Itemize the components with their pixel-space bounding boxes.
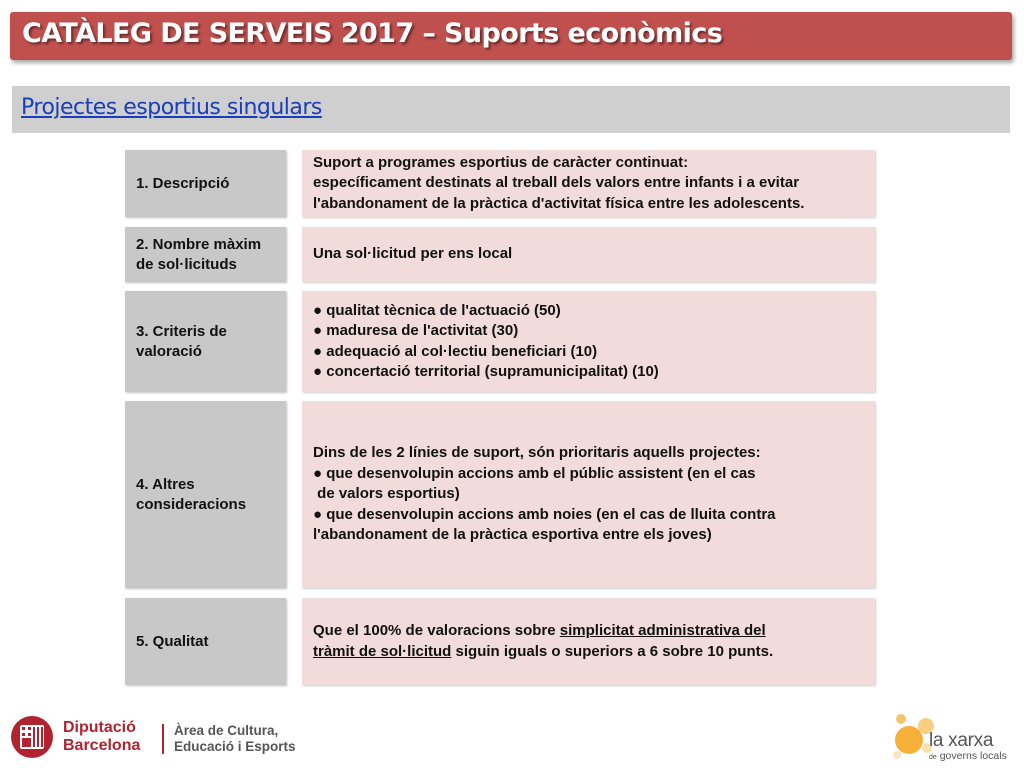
label-nombre-maxim	[125, 227, 286, 282]
xarxa-subtitle-main: governs locals	[939, 750, 1007, 762]
footer-divider	[162, 724, 164, 754]
text-segment: Que el 100% de valoracions sobre	[313, 622, 560, 639]
page-title: CATÀLEG DE SERVEIS 2017 – Suports econòmics	[22, 18, 723, 49]
xarxa-subtitle	[929, 750, 1007, 762]
label-criteris	[125, 291, 286, 392]
area-name	[174, 723, 296, 755]
label-altres	[125, 401, 286, 588]
content-line: ● que desenvolupin accions amb el públic assistent (en el cas	[313, 464, 756, 482]
content-line: Una sol·licitud per ens local	[313, 245, 513, 263]
subtitle-bar	[12, 86, 1010, 133]
area-line: Àrea de Cultura,	[174, 723, 279, 738]
label-line: consideracions	[136, 495, 247, 513]
area-line: Educació i Esports	[174, 739, 296, 754]
content-nombre-maxim	[302, 227, 875, 282]
content-line: Suport a programes esportius de caràcter continuat:	[313, 153, 689, 171]
content-line: específicament destinats al treball dels valors entre infants i a evitar	[313, 174, 800, 192]
label-line: 1. Descripció	[136, 174, 230, 192]
label-line: valoració	[136, 342, 202, 360]
diputacio-shield-icon	[10, 714, 54, 760]
content-line: l'abandonament de la pràctica d'activitat física entre les adolescents.	[313, 194, 805, 212]
xarxa-logo	[889, 710, 1019, 766]
section-title: Projectes esportius singulars	[21, 95, 322, 120]
content-line: ● qualitat tècnica de l'actuació (50)	[313, 301, 561, 319]
content-line: Dins de les 2 línies de suport, són prioritaris aquells projectes:	[313, 444, 761, 462]
label-line: 5. Qualitat	[136, 632, 209, 650]
title-bar	[10, 12, 1012, 60]
underlined-text: simplicitat administrativa del	[559, 622, 766, 639]
content-descripcio	[302, 150, 875, 217]
label-qualitat	[125, 598, 286, 685]
label-line: 4. Altres	[136, 475, 195, 493]
content-altres	[302, 401, 875, 588]
content-qualitat	[302, 598, 875, 685]
content-criteris	[302, 291, 875, 392]
label-descripcio	[125, 150, 286, 217]
content-line: ● maduresa de l'activitat (30)	[313, 322, 519, 339]
content-line	[313, 642, 869, 663]
label-line: de sol·licituds	[136, 255, 237, 273]
content-line: ● adequació al col·lectiu beneficiari (10)	[313, 342, 598, 360]
org-name	[63, 719, 140, 755]
content-line: ● que desenvolupin accions amb noies (en el cas de lluita contra	[313, 505, 776, 523]
content-line: de valors esportius)	[313, 485, 460, 503]
org-line: Barcelona	[63, 737, 141, 754]
xarxa-subtitle-small: de	[929, 754, 937, 761]
label-line: 2. Nombre màxim	[136, 235, 262, 253]
content-line: ● concertació territorial (supramunicipalitat) (10)	[313, 363, 659, 380]
underlined-text: tràmit de sol·licitud	[313, 642, 452, 660]
org-line: Diputació	[63, 719, 136, 736]
label-line: 3. Criteris de	[136, 322, 227, 340]
content-line	[313, 621, 869, 642]
text-segment: siguin iguals o superiors a 6 sobre 10 punts.	[451, 642, 774, 660]
xarxa-title: la xarxa	[929, 730, 994, 751]
content-line: l'abandonament de la pràctica esportiva entre els joves)	[313, 526, 712, 544]
